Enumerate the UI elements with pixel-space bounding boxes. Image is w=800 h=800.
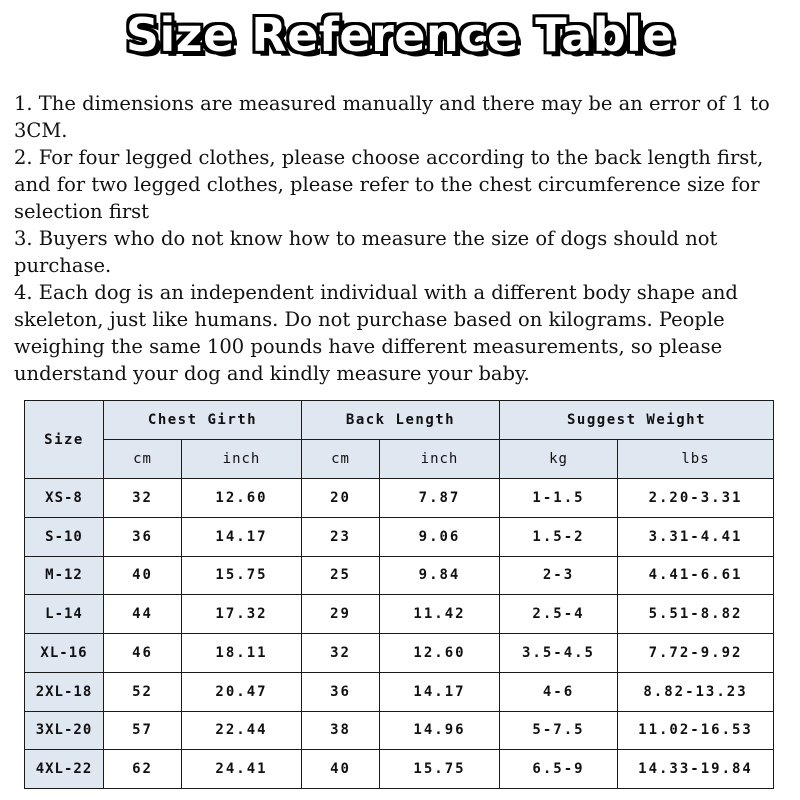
- table-cell: 20: [302, 479, 380, 518]
- note-1: 1. The dimensions are measured manually and there may be an error of 1 to 3CM.: [14, 92, 770, 142]
- table-cell: 15.75: [182, 556, 302, 595]
- table-cell: 29: [302, 595, 380, 634]
- table-row: [25, 479, 774, 518]
- table-cell: 14.17: [380, 672, 500, 711]
- table-row: [25, 672, 774, 711]
- table-cell: 38: [302, 711, 380, 750]
- table-cell: 24.41: [182, 750, 302, 789]
- table-cell: 3.5-4.5: [500, 634, 618, 673]
- size-cell: 2XL-18: [25, 672, 104, 711]
- table-cell: 12.60: [182, 479, 302, 518]
- table-cell: 11.42: [380, 595, 500, 634]
- size-cell: XL-16: [25, 634, 104, 673]
- table-cell: 22.44: [182, 711, 302, 750]
- size-cell: 4XL-22: [25, 750, 104, 789]
- table-cell: 25: [302, 556, 380, 595]
- table-cell: 62: [104, 750, 182, 789]
- note-2: 2. For four legged clothes, please choose according to the back length first, and for two legged clothes, please refer to the chest circumference size for selection first: [14, 146, 764, 223]
- table-cell: 7.87: [380, 479, 500, 518]
- size-cell: XS-8: [25, 479, 104, 518]
- table-row: [25, 595, 774, 634]
- table-cell: 2.20-3.31: [618, 479, 774, 518]
- table-cell: 44: [104, 595, 182, 634]
- table-cell: 40: [104, 556, 182, 595]
- table-cell: 7.72-9.92: [618, 634, 774, 673]
- size-cell: 3XL-20: [25, 711, 104, 750]
- suggest-weight-header: Suggest Weight: [500, 401, 774, 440]
- size-cell: S-10: [25, 517, 104, 556]
- table-cell: 15.75: [380, 750, 500, 789]
- table-cell: 32: [104, 479, 182, 518]
- table-cell: 5-7.5: [500, 711, 618, 750]
- unit-header: lbs: [618, 440, 774, 479]
- table-cell: 8.82-13.23: [618, 672, 774, 711]
- table-cell: 23: [302, 517, 380, 556]
- table-cell: 12.60: [380, 634, 500, 673]
- table-cell: 9.84: [380, 556, 500, 595]
- size-notes: [14, 90, 794, 387]
- table-cell: 17.32: [182, 595, 302, 634]
- table-cell: 2.5-4: [500, 595, 618, 634]
- table-cell: 6.5-9: [500, 750, 618, 789]
- table-row: [25, 556, 774, 595]
- table-cell: 14.33-19.84: [618, 750, 774, 789]
- table-cell: 20.47: [182, 672, 302, 711]
- table-cell: 1.5-2: [500, 517, 618, 556]
- chest-girth-header: Chest Girth: [104, 401, 302, 440]
- table-cell: 3.31-4.41: [618, 517, 774, 556]
- unit-header: inch: [380, 440, 500, 479]
- table-cell: 32: [302, 634, 380, 673]
- size-cell: M-12: [25, 556, 104, 595]
- table-row: [25, 711, 774, 750]
- table-cell: 46: [104, 634, 182, 673]
- size-reference-table: [24, 400, 774, 789]
- table-cell: 4.41-6.61: [618, 556, 774, 595]
- table-cell: 5.51-8.82: [618, 595, 774, 634]
- table-cell: 9.06: [380, 517, 500, 556]
- table-cell: 1-1.5: [500, 479, 618, 518]
- table-cell: 14.96: [380, 711, 500, 750]
- table-cell: 11.02-16.53: [618, 711, 774, 750]
- table-cell: 14.17: [182, 517, 302, 556]
- table-cell: 57: [104, 711, 182, 750]
- unit-header: cm: [302, 440, 380, 479]
- page-title: Size Reference Table: [125, 8, 675, 62]
- unit-header: cm: [104, 440, 182, 479]
- table-body: [25, 479, 774, 789]
- back-length-header: Back Length: [302, 401, 500, 440]
- note-4: 4. Each dog is an independent individual with a different body shape and skeleton, just like humans. Do not purchase based on kilograms. People weighing the same 100 pounds have different measurements, so please understand your dog and kindly measure your baby.: [14, 281, 738, 385]
- table-cell: 36: [302, 672, 380, 711]
- unit-header: kg: [500, 440, 618, 479]
- table-row: [25, 517, 774, 556]
- table-cell: 4-6: [500, 672, 618, 711]
- table-row: [25, 634, 774, 673]
- table-cell: 2-3: [500, 556, 618, 595]
- table-cell: 40: [302, 750, 380, 789]
- table-cell: 18.11: [182, 634, 302, 673]
- size-cell: L-14: [25, 595, 104, 634]
- table-cell: 36: [104, 517, 182, 556]
- note-3: 3. Buyers who do not know how to measure the size of dogs should not purchase.: [14, 227, 718, 277]
- size-column-header: Size: [25, 401, 104, 479]
- table-row: [25, 750, 774, 789]
- table-cell: 52: [104, 672, 182, 711]
- unit-header: inch: [182, 440, 302, 479]
